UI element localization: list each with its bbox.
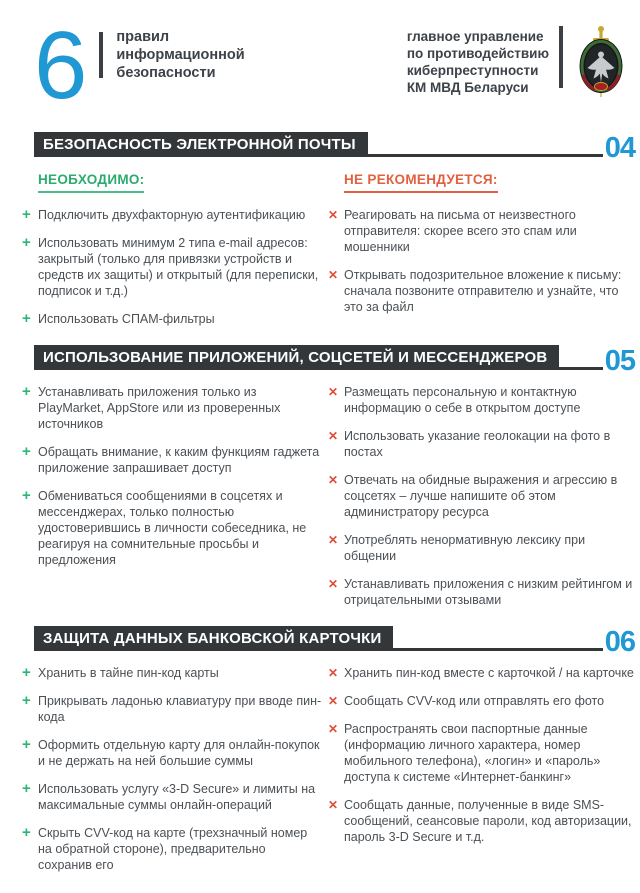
section-header xyxy=(34,132,635,165)
mvd-emblem-icon xyxy=(572,24,630,102)
do-item xyxy=(22,693,322,725)
section-rule-line xyxy=(393,648,602,651)
page-title-line: информационной xyxy=(116,47,245,63)
org-name-line: главное управление xyxy=(406,29,544,44)
cross-icon: ✕ xyxy=(328,722,339,736)
section-apps-social xyxy=(0,345,640,608)
do-item xyxy=(22,737,322,769)
plus-icon: + xyxy=(22,443,31,460)
dont-item xyxy=(328,797,634,845)
do-item xyxy=(22,235,322,299)
do-item xyxy=(22,825,322,873)
section-header xyxy=(34,626,635,659)
do-item xyxy=(22,207,322,223)
plus-icon: + xyxy=(22,234,31,251)
do-item-text: Оформить отдельную карту для онлайн-покупок и не держать на ней большие суммы xyxy=(38,738,320,768)
do-item-text: Использовать СПАМ-фильтры xyxy=(38,312,215,326)
do-item-text: Обращать внимание, к каким функциям гаджета приложение запрашивает доступ xyxy=(38,445,320,475)
do-item-text: Скрыть CVV-код на карте (трехзначный номер на обратной стороне), предварительно сохранив его xyxy=(38,826,308,872)
dont-column xyxy=(328,384,634,608)
dont-column xyxy=(328,665,634,873)
section-rule-line xyxy=(368,154,603,157)
plus-icon: + xyxy=(22,487,31,504)
do-item xyxy=(22,444,322,476)
cross-icon: ✕ xyxy=(328,666,339,680)
do-item-text: Использовать услугу «3-D Secure» и лимиты на максимальные суммы онлайн-операций xyxy=(38,782,316,812)
dont-item xyxy=(328,384,634,416)
plus-icon: + xyxy=(22,206,31,223)
plus-icon: + xyxy=(22,664,31,681)
page-title-line: правил xyxy=(116,29,170,45)
cross-icon: ✕ xyxy=(328,798,339,812)
do-item-text: Подключить двухфакторную аутентификацию xyxy=(38,208,306,222)
plus-icon: + xyxy=(22,736,31,753)
do-item-text: Обмениваться сообщениями в соцсетях и мессенджерах, только полностью удостоверившись в личности собеседника, не реагируя на сомнительные просьбы и предложения xyxy=(38,489,307,567)
do-item xyxy=(22,384,322,432)
section-email-security xyxy=(0,132,640,327)
do-item-text: Устанавливать приложения только из PlayMarket, AppStore или из проверенных источников xyxy=(38,385,281,431)
dont-item-text: Использовать указание геолокации на фото в постах xyxy=(344,429,611,459)
page-title xyxy=(116,28,244,82)
do-column xyxy=(22,171,322,327)
dont-item-text: Сообщать данные, полученные в виде SMS-сообщений, сеансовые пароли, код авторизации, пароль 3-D Secure и т.д. xyxy=(344,798,632,844)
cross-icon: ✕ xyxy=(328,533,339,547)
section-number: 04 xyxy=(604,132,635,165)
do-column-label: НЕОБХОДИМО: xyxy=(38,172,144,193)
header-divider-left xyxy=(99,32,103,78)
dont-item-text: Реагировать на письма от неизвестного отправителя: скорее всего это спам или мошенники xyxy=(344,208,577,254)
page-title-line: безопасности xyxy=(116,65,216,81)
org-name-line: по противодействию xyxy=(406,46,549,61)
big-number: 6 xyxy=(34,12,85,119)
cross-icon: ✕ xyxy=(328,473,339,487)
dont-item-text: Употреблять ненормативную лексику при общении xyxy=(344,533,586,563)
section-number: 06 xyxy=(604,626,635,659)
dont-column xyxy=(328,171,634,327)
dont-item xyxy=(328,576,634,608)
do-item xyxy=(22,488,322,568)
org-name xyxy=(407,28,549,96)
dont-item-text: Распространять свои паспортные данные (информацию личного характера, номер мобильного телефона), «логин» и «пароль» доступа к системе «Интернет-банкинг» xyxy=(344,722,601,784)
dont-item xyxy=(328,532,634,564)
dont-item xyxy=(328,267,634,315)
dont-column-label: НЕ РЕКОМЕНДУЕТСЯ: xyxy=(344,172,498,193)
cross-icon: ✕ xyxy=(328,268,339,282)
dont-item xyxy=(328,665,634,681)
section-rule-line xyxy=(559,367,602,370)
dont-item xyxy=(328,207,634,255)
org-name-line: киберпреступности xyxy=(406,63,539,78)
section-title: БЕЗОПАСНОСТЬ ЭЛЕКТРОННОЙ ПОЧТЫ xyxy=(34,132,368,157)
do-item-text: Хранить в тайне пин-код карты xyxy=(38,666,219,680)
dont-item xyxy=(328,472,634,520)
do-item xyxy=(22,665,322,681)
dont-item-text: Открывать подозрительное вложение к письму: сначала позвоните отправителю и узнайте, что это за файл xyxy=(344,268,622,314)
section-columns xyxy=(0,171,640,327)
org-name-line: КМ МВД Беларуси xyxy=(406,80,529,95)
dont-item-text: Хранить пин-код вместе с карточкой / на карточке xyxy=(344,666,634,680)
dont-item xyxy=(328,428,634,460)
header-divider-right xyxy=(559,26,563,88)
section-header xyxy=(34,345,635,378)
plus-icon: + xyxy=(22,692,31,709)
dont-item xyxy=(328,721,634,785)
plus-icon: + xyxy=(22,780,31,797)
cross-icon: ✕ xyxy=(328,429,339,443)
plus-icon: + xyxy=(22,310,31,327)
plus-icon: + xyxy=(22,824,31,841)
do-column xyxy=(22,665,322,873)
do-item xyxy=(22,311,322,327)
cross-icon: ✕ xyxy=(328,694,339,708)
section-title: ЗАЩИТА ДАННЫХ БАНКОВСКОЙ КАРТОЧКИ xyxy=(34,626,393,651)
cross-icon: ✕ xyxy=(328,208,339,222)
section-columns xyxy=(0,665,640,873)
page-header xyxy=(0,0,640,118)
section-title: ИСПОЛЬЗОВАНИЕ ПРИЛОЖЕНИЙ, СОЦСЕТЕЙ И МЕССЕНДЖЕРОВ xyxy=(34,345,559,370)
cross-icon: ✕ xyxy=(328,577,339,591)
do-item-text: Использовать минимум 2 типа e-mail адресов: закрытый (только для привязки устройств и средств их защиты) и открытый (для переписки, подписок и т.д.) xyxy=(38,236,319,298)
dont-item-text: Устанавливать приложения с низким рейтингом и отрицательными отзывами xyxy=(344,577,633,607)
do-column xyxy=(22,384,322,608)
cross-icon: ✕ xyxy=(328,385,339,399)
dont-item-text: Сообщать CVV-код или отправлять его фото xyxy=(344,694,605,708)
dont-item-text: Отвечать на обидные выражения и агрессию в соцсетях – лучше напишите об этом администратору ресурса xyxy=(344,473,618,519)
plus-icon: + xyxy=(22,383,31,400)
do-item xyxy=(22,781,322,813)
do-item-text: Прикрывать ладонью клавиатуру при вводе пин-кода xyxy=(38,694,322,724)
section-columns xyxy=(0,384,640,608)
section-number: 05 xyxy=(604,345,635,378)
dont-item xyxy=(328,693,634,709)
section-bank-card xyxy=(0,626,640,873)
dont-item-text: Размещать персональную и контактную информацию о себе в открытом доступе xyxy=(344,385,581,415)
